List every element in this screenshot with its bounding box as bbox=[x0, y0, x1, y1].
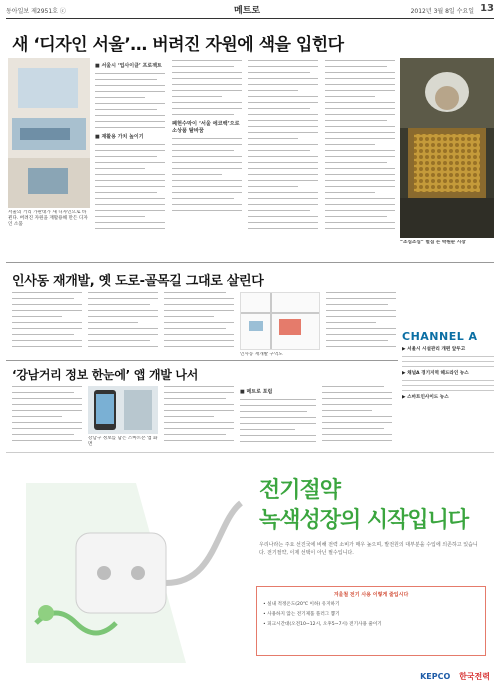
beehive-image bbox=[400, 58, 494, 238]
story3-col4 bbox=[322, 386, 392, 448]
power-plug-image bbox=[16, 463, 246, 683]
kepco-advertisement bbox=[6, 452, 494, 688]
story1-col3 bbox=[248, 60, 318, 240]
story1-callout: 폐현수막이 ‘서울 에코백’으로 소상품 탈바꿈 bbox=[172, 121, 240, 134]
main-headline: 새 ‘디자인 서울’… 버려진 자원에 색을 입힌다 bbox=[12, 35, 344, 55]
map-caption: 인사동 재개발 구역도 bbox=[240, 352, 283, 357]
kepco-wordmark: KEPCO bbox=[420, 672, 451, 681]
app-photo bbox=[88, 386, 158, 434]
story3-col2 bbox=[164, 386, 234, 448]
ad-tips-box bbox=[256, 586, 486, 656]
masthead-rule bbox=[6, 18, 494, 19]
ad-title-2: 녹색성장의 시작입니다 bbox=[259, 508, 469, 533]
story1-col4 bbox=[325, 60, 395, 240]
section-title: 메트로 bbox=[234, 6, 261, 16]
story1-col1 bbox=[95, 60, 165, 240]
story1-col2 bbox=[172, 60, 242, 240]
story1-photo-caption: 서울의 거리 가판대가 새 디자인으로 바뀐다. 버려진 자원을 재활용해 만든 디자인 소품 bbox=[8, 210, 88, 227]
story3-col1 bbox=[12, 386, 82, 448]
section-rule-2 bbox=[6, 360, 398, 361]
story1-subhead: ■ 서울시 ‘업사이클’ 프로젝트 bbox=[95, 63, 162, 69]
story2-col1 bbox=[12, 292, 82, 352]
redevelopment-map bbox=[240, 292, 320, 350]
ad-tip-3: • 피크시간대(오전10~12시, 오후5~7시) 전기사용 줄이기 bbox=[263, 622, 382, 627]
story3-headline: ‘강남거리 정보 한눈에’ 앱 개발 나서 bbox=[12, 368, 198, 382]
channel-item-2: ▶ 채널A 경기지역 헤드라인 뉴스 bbox=[402, 371, 469, 376]
story2-col3 bbox=[164, 292, 234, 352]
installation-image bbox=[8, 58, 90, 208]
section-rule-1 bbox=[6, 262, 494, 263]
story1-subhead-2: ■ 재활용 가치 높이기 bbox=[95, 134, 144, 140]
ad-tip-1: • 실내 적정온도(20℃ 이하) 유지하기 bbox=[263, 602, 340, 607]
story1-photo bbox=[8, 58, 90, 208]
masthead bbox=[6, 3, 494, 17]
beekeeper-photo bbox=[400, 58, 494, 238]
channel-a-logo: CHANNEL A bbox=[402, 330, 478, 343]
channel-item-1: ▶ 서울시 시설관리 개편 앞두고 bbox=[402, 347, 466, 352]
channel-a-box bbox=[402, 330, 494, 400]
story2-headline: 인사동 재개발, 옛 도로-골목길 그대로 살린다 bbox=[12, 274, 264, 289]
ad-tip-2: • 사용하지 않는 전기제품 플러그 뽑기 bbox=[263, 612, 340, 617]
story3-subhead: ■ 메트로 포럼 bbox=[240, 389, 273, 395]
map-image bbox=[241, 293, 320, 350]
beekeeper-caption: “조심조심” 벌집 든 박원순 시장 bbox=[400, 240, 466, 245]
ad-copy: 우리나라는 주요 선진국에 비해 전력 소비가 매우 높으며, 발전원의 대부분을 수입에 의존하고 있습니다. 전기절약, 이제 선택이 아닌 필수입니다. bbox=[259, 542, 478, 556]
paper-name: 동아일보 제2951호 ⓒ bbox=[6, 8, 66, 15]
app-photo-caption: 강남구 정보를 담은 스마트폰 앱 화면 bbox=[88, 436, 158, 447]
story2-col2 bbox=[88, 292, 158, 352]
channel-item-3: ▶ 스마트인사이드 뉴스 bbox=[402, 395, 449, 400]
ad-title-1: 전기절약 bbox=[259, 478, 341, 503]
kepco-logo bbox=[420, 671, 490, 682]
ad-tips-heading: 겨울철 전기 사용 이렇게 줄입시다 bbox=[333, 592, 409, 598]
kepco-korean-name: 한국전력 bbox=[459, 672, 490, 681]
story3-col3 bbox=[240, 386, 316, 448]
issue-date: 2012년 3월 8일 수요일 bbox=[410, 8, 474, 15]
app-screen-image bbox=[88, 386, 158, 434]
page-number: 13 bbox=[480, 3, 494, 14]
story2-col4 bbox=[326, 292, 396, 352]
